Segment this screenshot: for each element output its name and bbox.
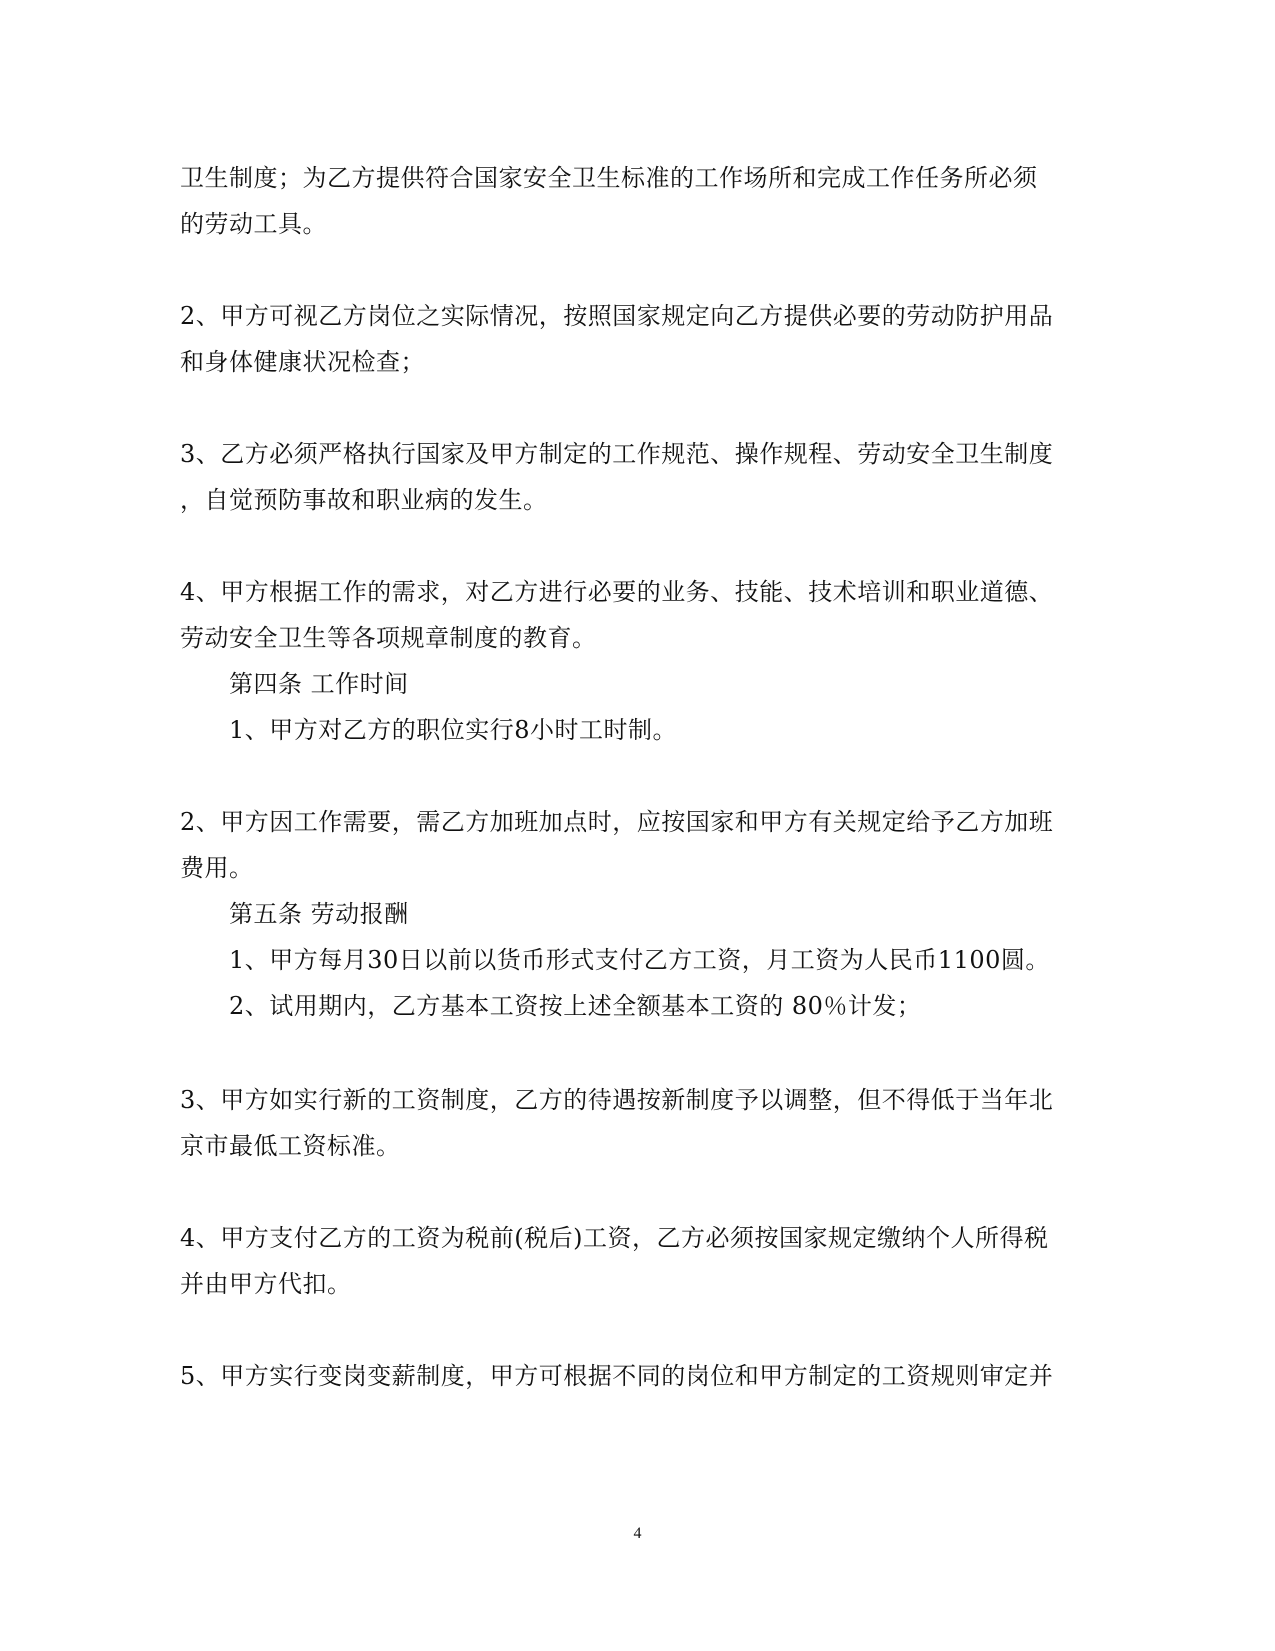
text-line: 和身体健康状况检查；: [180, 348, 425, 376]
text-line: 卫生制度；为乙方提供符合国家安全卫生标准的工作场所和完成工作任务所必须: [180, 164, 1038, 192]
text-line: 2、甲方因工作需要，需乙方加班加点时，应按国家和甲方有关规定给予乙方加班: [180, 808, 1054, 836]
text-line: 劳动安全卫生等各项规章制度的教育。: [180, 624, 597, 652]
text-line: 1、甲方每月30日以前以货币形式支付乙方工资，月工资为人民币1100圆。: [229, 946, 1050, 974]
text-line: 费用。: [180, 854, 254, 882]
text-line: 2、试用期内，乙方基本工资按上述全额基本工资的 80％计发；: [229, 992, 922, 1020]
text-line: ，自觉预防事故和职业病的发生。: [180, 486, 548, 514]
section-heading: 第五条 劳动报酬: [229, 900, 409, 928]
text-line: 4、甲方支付乙方的工资为税前(税后)工资，乙方必须按国家规定缴纳个人所得税: [180, 1224, 1049, 1252]
page-number: 4: [633, 1525, 642, 1542]
text-line: 并由甲方代扣。: [180, 1270, 352, 1298]
text-line: 4、甲方根据工作的需求，对乙方进行必要的业务、技能、技术培训和职业道德、: [180, 578, 1054, 606]
text-line: 京市最低工资标准。: [180, 1132, 401, 1160]
text-line: 1、甲方对乙方的职位实行8小时工时制。: [229, 716, 678, 744]
text-line: 2、甲方可视乙方岗位之实际情况，按照国家规定向乙方提供必要的劳动防护用品: [180, 302, 1054, 330]
section-heading: 第四条 工作时间: [229, 670, 409, 698]
text-line: 3、乙方必须严格执行国家及甲方制定的工作规范、操作规程、劳动安全卫生制度: [180, 440, 1054, 468]
text-line: 的劳动工具。: [180, 210, 327, 238]
text-line: 5、甲方实行变岗变薪制度，甲方可根据不同的岗位和甲方制定的工资规则审定并: [180, 1362, 1054, 1390]
text-line: 3、甲方如实行新的工资制度，乙方的待遇按新制度予以调整，但不得低于当年北: [180, 1086, 1054, 1114]
